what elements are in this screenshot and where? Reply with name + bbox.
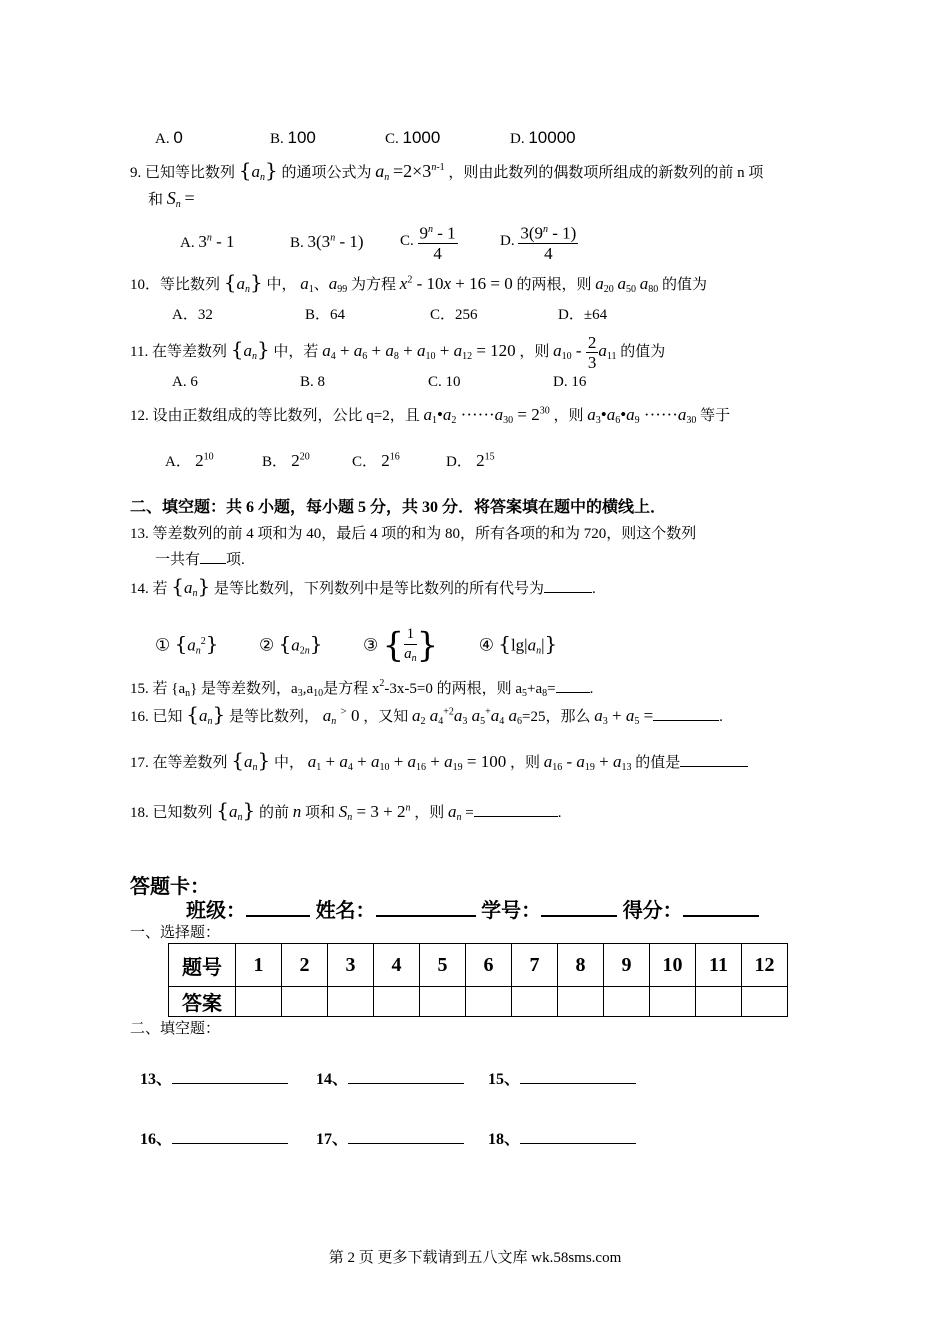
question-text: 10．等比数列 (130, 277, 221, 293)
q8-option-d (510, 128, 576, 148)
q11-option-c: C. 10 (428, 374, 461, 390)
name-field[interactable] (376, 915, 476, 917)
q11-option-a: A. 6 (172, 374, 198, 390)
choice-label: ④ (478, 635, 494, 655)
option-value: 0 (173, 128, 183, 147)
name-label: 姓名： (315, 900, 376, 922)
option-label: C. (385, 131, 399, 147)
question-text: 9. 已知等比数列 (130, 165, 236, 181)
question-number-header: 题号 (169, 944, 236, 987)
page-footer: 第 2 页 更多下载请到五八文库 wk.58sms.com (328, 1250, 622, 1266)
question-text: 中， (266, 277, 297, 293)
answer-card-title: 答题卡： (130, 876, 210, 898)
answer-table (168, 943, 788, 1017)
question-text: 的两根，则 (516, 277, 592, 293)
question-text: 为方程 (351, 277, 397, 293)
question-17: 17. 在等差数列 $\{a_n\}$ 中， $a_1 + a_4 + a_{10} + a_{16} + a_{19} = 100$ ，则 $a_{16} - a_{19} + a_{13}$ 的值是 (130, 748, 748, 773)
fill-answer-16[interactable]: 16、 (140, 1126, 288, 1149)
option-value: 10000 (528, 128, 576, 147)
answer-cell[interactable] (604, 987, 650, 1017)
question-text: 项和 (305, 805, 336, 821)
fill-answer-13[interactable]: 13、 (140, 1066, 288, 1089)
fill-answer-18[interactable]: 18、 (488, 1126, 636, 1149)
fill-answer-15[interactable]: 15、 (488, 1066, 636, 1089)
score-label: 得分： (622, 900, 683, 922)
question-10: 10．等比数列 $\{a_n\}$ 中， $a_1$、$a_{99}$ 为方程 $x^2 - 10x + 16 = 0$ 的两根，则 $a_{20}$ $a_{50}$ $a_{80}$ 的值为 (130, 270, 708, 295)
question-text: 18. 已知数列 (130, 805, 213, 821)
answer-cell[interactable] (558, 987, 604, 1017)
q8-option-b (270, 128, 316, 148)
option-value: 100 (287, 128, 316, 147)
answer-cell[interactable] (742, 987, 788, 1017)
answer-cell[interactable] (466, 987, 512, 1017)
q12-option-d: D． $2^{15}$ (446, 451, 495, 470)
question-text: =25，那么 (522, 709, 591, 725)
score-field[interactable] (683, 915, 759, 917)
q11-option-d: D. 16 (553, 374, 587, 390)
question-text: ，则 (519, 343, 550, 360)
choice-label: ③ (362, 635, 379, 655)
question-text: ，则 (414, 805, 445, 821)
answer-cell[interactable] (328, 987, 374, 1017)
question-text: 12. 设由正数组成的等比数列，公比 q=2，且 (130, 408, 420, 424)
choice-label: ② (258, 635, 275, 655)
q9-option-b: B. 3(3$^n$ - 1) (290, 232, 364, 251)
fill-answer-14[interactable]: 14、 (316, 1066, 464, 1089)
class-field[interactable] (246, 915, 310, 917)
question-14: 14. 若 $\{a_n\}$ 是等比数列，下列数列中是等比数列的所有代号为 . (130, 574, 596, 599)
fill-answer-17[interactable]: 17、 (316, 1126, 464, 1149)
option-label: D. (510, 131, 525, 147)
question-9-line2: 和 $S_n$ = (148, 188, 195, 210)
question-text: ，则 (553, 408, 584, 424)
question-text: ，又知 (363, 709, 409, 725)
question-number-cell: 9 (604, 944, 650, 987)
question-text: 的通项公式为 (281, 165, 372, 181)
question-13-line2: 一共有 项. (155, 552, 245, 568)
q8-option-c (385, 128, 440, 148)
question-text: 是等比数列， (228, 709, 319, 725)
question-text: 中，若 (273, 343, 319, 360)
answer-cell[interactable] (420, 987, 466, 1017)
answer-header: 答案 (169, 987, 236, 1017)
q10-option-c: C．256 (430, 307, 478, 323)
question-number-cell: 1 (236, 944, 282, 987)
question-9: 9. 已知等比数列 $\{a_n\}$ 的通项公式为 $a_n =2\times 3^{n-1}$ ，则由此数列的偶数项所组成的新数列的前 n 项 (130, 158, 764, 183)
question-12: 12. 设由正数组成的等比数列，公比 q=2，且 $a_1•a_2 \cdot\cdot\cdot\cdot\cdot\cdot a_{30} = 2^{30}$ ，则 $a_3•a_6•a_9 \cdot\cdot\cdot\cdot\cdot\cdot a_{30}$ 等于 (130, 405, 731, 426)
question-number-cell: 3 (328, 944, 374, 987)
question-16: 16. 已知 $\{a_n\}$ 是等比数列， $a_n$ > 0 ，又知 $a_2$ $a_4^{+2}a_3$ $a_5^+a_4$ $a_6=25$，那么 $a_3 + a_5$ = . (130, 702, 723, 727)
question-11: 11. 在等差数列 $\{a_n\}$ 中，若 $a_4 + a_6 + a_8 + a_{10} + a_{12} = 120$ ，则 $a_{10}$ - $\frac{2}{3}$ $a_{11}$ 的值为 (130, 333, 666, 372)
q14-choices: ① $\{a_n^2\}$ ② $\{a_{2n}\}$ ③ { $\frac{1}{a_n}$ } ④ $\{\lg|a_n|\}$ (155, 625, 558, 666)
q10-option-d: D．±64 (558, 307, 608, 323)
option-label: B. (270, 131, 284, 147)
question-text: 16. 已知 (130, 709, 183, 725)
question-text: 14. 若 (130, 581, 168, 597)
q8-option-a (155, 128, 183, 148)
answer-cell[interactable] (236, 987, 282, 1017)
q12-option-b: B． $2^{20}$ (262, 451, 310, 470)
question-number-cell: 5 (420, 944, 466, 987)
question-number-cell: 8 (558, 944, 604, 987)
question-number-cell: 2 (282, 944, 328, 987)
question-13: 13. 等差数列的前 4 项和为 40，最后 4 项的和为 80，所有各项的和为 720，则这个数列 (130, 526, 697, 542)
question-text: ，则由此数列的偶数项所组成的新数列的前 n 项 (448, 165, 764, 181)
student-info-row (186, 894, 759, 923)
option-label: A. (155, 131, 170, 147)
q10-option-a: A．32 (172, 307, 213, 323)
q10-option-b: B．64 (305, 307, 346, 323)
question-number-cell: 4 (374, 944, 420, 987)
student-id-field[interactable] (541, 915, 617, 917)
answer-cell[interactable] (650, 987, 696, 1017)
question-text: 的值为 (620, 343, 666, 360)
question-text: ，则 (509, 755, 540, 771)
question-18: 18. 已知数列 $\{a_n\}$ 的前 n 项和 $S_n = 3 + 2^n$ ，则 $a_n$ = . (130, 798, 562, 823)
fill-section-label: 二、填空题： (130, 1021, 221, 1037)
choice-section-label: 一、选择题： (130, 925, 221, 941)
q11-option-b: B. 8 (300, 374, 326, 390)
q9-option-d: D. $\frac{3(9^n - 1)}{4}$ (500, 220, 578, 263)
student-id-label: 学号： (481, 900, 542, 922)
answer-cell[interactable] (282, 987, 328, 1017)
question-text: 的值为 (662, 277, 708, 293)
question-text: 和 (148, 192, 164, 208)
question-number-cell: 6 (466, 944, 512, 987)
answer-cell[interactable] (374, 987, 420, 1017)
question-text: 的值是 (635, 755, 681, 771)
question-text: 中， (273, 755, 304, 771)
q12-option-a: A． $2^{10}$ (165, 451, 214, 470)
class-label: 班级： (186, 900, 246, 922)
question-text: 17. 在等差数列 (130, 755, 228, 771)
option-value: 1000 (402, 128, 441, 147)
question-text: 是等比数列，下列数列中是等比数列的所有代号为 (213, 581, 544, 597)
answer-cell[interactable] (512, 987, 558, 1017)
q12-option-c: C． $2^{16}$ (352, 451, 400, 470)
question-number-cell: 7 (512, 944, 558, 987)
question-text: 的前 (258, 805, 289, 821)
q9-option-a: A. 3$^n$ - 1 (180, 232, 235, 251)
answer-cell[interactable] (696, 987, 742, 1017)
question-number-cell: 12 (742, 944, 788, 987)
question-number-cell: 10 (650, 944, 696, 987)
question-number-cell: 11 (696, 944, 742, 987)
question-text: 11. 在等差数列 (130, 343, 227, 360)
section-title: 二、填空题：共 6 小题，每小题 5 分，共 30 分．将答案填在题中的横线上． (130, 499, 667, 516)
q9-option-c: C. $\frac{9^n - 1}{4}$ (400, 220, 458, 263)
choice-label: ① (155, 635, 171, 655)
question-15: 15. 若 $\{a_n\}$ 是等差数列，$a_3,a_{10}$是方程 $x^2-3x-5=0$ 的两根，则 $a_5+a_8=$ . (130, 678, 594, 699)
question-text: 等于 (700, 408, 731, 424)
